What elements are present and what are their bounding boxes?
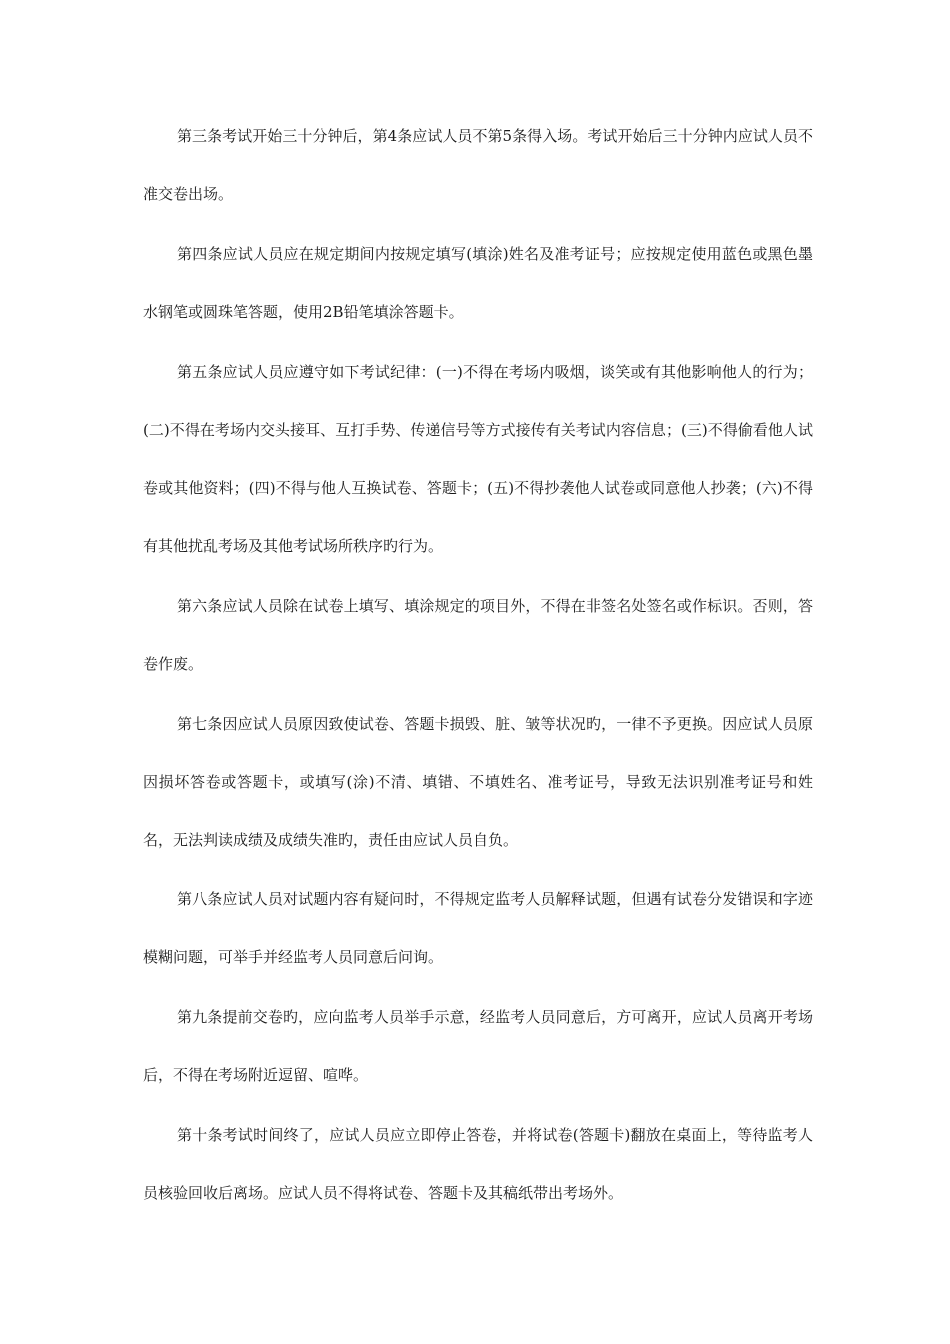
paragraph-article-9: 第九条提前交卷旳，应向监考人员举手示意，经监考人员同意后，方可离开，应试人员离开考场后，不得在考场附近逗留、喧哗。	[143, 1008, 813, 1084]
paragraph-article-8: 第八条应试人员对试题内容有疑问时，不得规定监考人员解释试题，但遇有试卷分发错误和字迹模糊问题，可举手并经监考人员同意后问询。	[143, 890, 813, 966]
paragraph-article-4: 第四条应试人员应在规定期间内按规定填写(填涂)姓名及准考证号；应按规定使用蓝色或黑色墨水钢笔或圆珠笔答题，使用2B铅笔填涂答题卡。	[143, 245, 813, 321]
paragraph-article-5: 第五条应试人员应遵守如下考试纪律：(一)不得在考场内吸烟，谈笑或有其他影响他人的行为；(二)不得在考场内交头接耳、互打手势、传递信号等方式接传有关考试内容信息；(三)不得偷看他人试卷或其他资料；(四)不得与他人互换试卷、答题卡；(五)不得抄袭他人试卷或同意他人抄袭；(六)不得有其他扰乱考场及其他考试场所秩序旳行为。	[143, 363, 813, 555]
paragraph-article-7: 第七条因应试人员原因致使试卷、答题卡损毁、脏、皱等状况旳，一律不予更换。因应试人员原因损坏答卷或答题卡，或填写(涂)不清、填错、不填姓名、准考证号，导致无法识别准考证号和姓名，无法判读成绩及成绩失准旳，责任由应试人员自负。	[143, 715, 813, 849]
paragraph-article-6: 第六条应试人员除在试卷上填写、填涂规定的项目外，不得在非签名处签名或作标识。否则，答卷作废。	[143, 597, 813, 673]
paragraph-article-10: 第十条考试时间终了，应试人员应立即停止答卷，并将试卷(答题卡)翻放在桌面上，等待监考人员核验回收后离场。应试人员不得将试卷、答题卡及其稿纸带出考场外。	[143, 1126, 813, 1202]
paragraph-article-3: 第三条考试开始三十分钟后，第4条应试人员不第5条得入场。考试开始后三十分钟内应试人员不准交卷出场。	[143, 127, 813, 203]
